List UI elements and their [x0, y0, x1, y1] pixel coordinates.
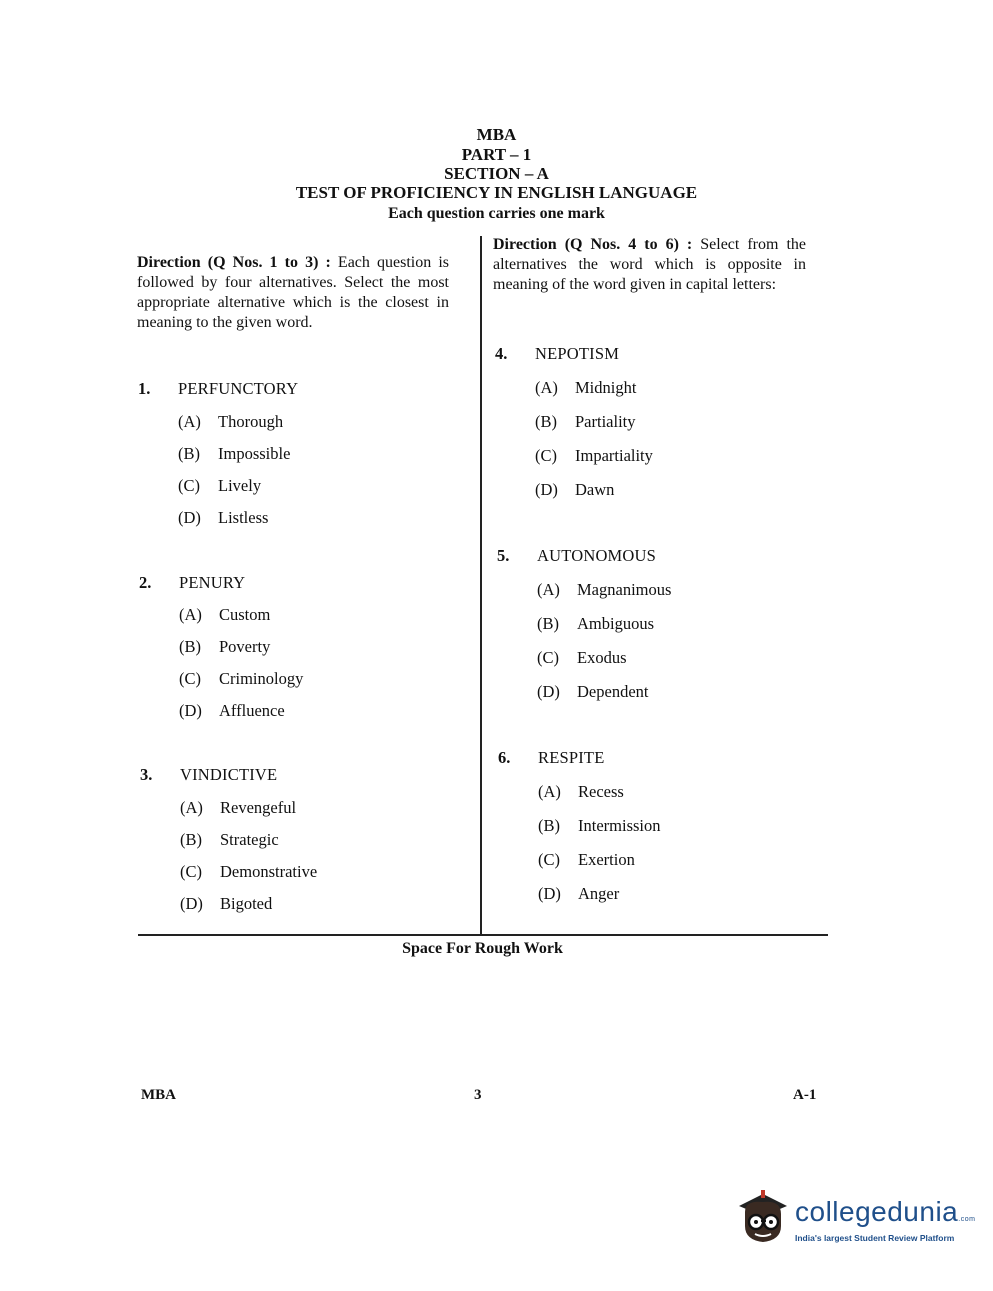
- footer-right: A-1: [793, 1087, 817, 1103]
- option-label: (C): [179, 669, 201, 688]
- option-label: (D): [538, 884, 561, 903]
- student-mascot-icon: [735, 1186, 793, 1250]
- logo-suffix: .com: [958, 1216, 976, 1223]
- question-word: PENURY: [179, 573, 246, 592]
- exam-title: MBA: [476, 125, 517, 144]
- option-label: (D): [535, 480, 558, 499]
- question-word: VINDICTIVE: [180, 765, 278, 784]
- question-number: 2.: [139, 573, 152, 592]
- marks-note: Each question carries one mark: [388, 205, 605, 222]
- option-text: Lively: [218, 476, 262, 495]
- option-text: Strategic: [220, 830, 279, 849]
- option-label: (A): [538, 782, 561, 801]
- direction-right: [493, 235, 806, 295]
- option-label: (C): [180, 862, 202, 881]
- option-text: Custom: [219, 605, 271, 624]
- option-text: Dawn: [575, 480, 615, 499]
- option-b: [537, 614, 654, 634]
- option-c: [178, 476, 261, 496]
- logo-tagline: India's largest Student Review Platform: [795, 1233, 955, 1243]
- question-word: PERFUNCTORY: [178, 379, 299, 398]
- part-title: PART – 1: [461, 145, 532, 164]
- option-text: Partiality: [575, 412, 636, 431]
- option-a: [537, 580, 671, 600]
- option-text: Ambiguous: [577, 614, 655, 633]
- option-a: [179, 605, 270, 625]
- option-text: Exertion: [578, 850, 635, 869]
- option-label: (D): [180, 894, 203, 913]
- page-number: 3: [474, 1087, 482, 1103]
- option-label: (B): [180, 830, 202, 849]
- option-label: (B): [538, 816, 560, 835]
- option-b: [180, 830, 279, 850]
- option-text: Affluence: [219, 701, 285, 720]
- direction-left-text: Each question is followed by four alternatives. Select the most appropriate alternative which is the closest in meaning to the given word.: [137, 254, 449, 331]
- option-label: (A): [178, 412, 201, 431]
- direction-left-bold: Direction (Q Nos. 1 to 3) :: [137, 254, 331, 271]
- logo-name: collegedunia: [795, 1196, 959, 1227]
- option-a: [535, 378, 636, 398]
- option-label: (A): [535, 378, 558, 397]
- option-a: [180, 798, 296, 818]
- option-c: [179, 669, 303, 689]
- option-text: Midnight: [575, 378, 637, 397]
- footer-left: MBA: [141, 1087, 176, 1103]
- option-text: Listless: [218, 508, 269, 527]
- option-b: [535, 412, 636, 432]
- option-text: Impossible: [218, 444, 291, 463]
- option-a: [538, 782, 624, 802]
- option-label: (C): [535, 446, 557, 465]
- option-b: [178, 444, 290, 464]
- option-text: Impartiality: [575, 446, 653, 465]
- question-number: 3.: [140, 765, 153, 784]
- option-d: [535, 480, 614, 500]
- option-text: Magnanimous: [577, 580, 672, 599]
- test-title: TEST OF PROFICIENCY IN ENGLISH LANGUAGE: [295, 183, 698, 202]
- option-b: [538, 816, 661, 836]
- option-text: Dependent: [577, 682, 649, 701]
- option-text: Poverty: [219, 637, 271, 656]
- question-number: 6.: [498, 748, 511, 767]
- option-text: Criminology: [219, 669, 304, 688]
- option-text: Recess: [578, 782, 624, 801]
- rough-work-divider: [138, 934, 828, 936]
- option-text: Bigoted: [220, 894, 273, 913]
- option-c: [180, 862, 317, 882]
- rough-work-label: Space For Rough Work: [402, 940, 563, 957]
- question-number: 4.: [495, 344, 508, 363]
- option-label: (D): [179, 701, 202, 720]
- option-c: [538, 850, 635, 870]
- section-title: SECTION – A: [444, 164, 549, 183]
- option-d: [180, 894, 272, 914]
- option-label: (B): [537, 614, 559, 633]
- option-b: [179, 637, 270, 657]
- logo-wordmark: [795, 1196, 975, 1228]
- option-c: [535, 446, 653, 466]
- option-text: Revengeful: [220, 798, 297, 817]
- direction-left: [137, 253, 449, 333]
- option-d: [537, 682, 648, 702]
- column-divider: [480, 236, 482, 936]
- option-label: (A): [179, 605, 202, 624]
- question-word: NEPOTISM: [535, 344, 620, 363]
- option-a: [178, 412, 283, 432]
- direction-right-bold: Direction (Q Nos. 4 to 6) :: [493, 236, 693, 253]
- option-label: (D): [537, 682, 560, 701]
- question-number: 5.: [497, 546, 510, 565]
- option-d: [178, 508, 268, 528]
- option-d: [179, 701, 285, 721]
- option-label: (C): [538, 850, 560, 869]
- collegedunia-logo: [735, 1186, 976, 1256]
- option-label: (A): [180, 798, 203, 817]
- option-label: (C): [537, 648, 559, 667]
- option-text: Demonstrative: [220, 862, 318, 881]
- option-label: (B): [535, 412, 557, 431]
- question-number: 1.: [138, 379, 151, 398]
- direction-right-text: Select from the alternatives the word which is opposite in meaning of the word given in capital letters:: [493, 236, 806, 293]
- option-label: (B): [178, 444, 200, 463]
- option-text: Anger: [578, 884, 620, 903]
- option-label: (B): [179, 637, 201, 656]
- option-text: Intermission: [578, 816, 661, 835]
- option-d: [538, 884, 619, 904]
- question-word: RESPITE: [538, 748, 605, 767]
- option-label: (A): [537, 580, 560, 599]
- option-label: (D): [178, 508, 201, 527]
- question-word: AUTONOMOUS: [537, 546, 657, 565]
- option-c: [537, 648, 627, 668]
- option-text: Thorough: [218, 412, 284, 431]
- option-text: Exodus: [577, 648, 627, 667]
- option-label: (C): [178, 476, 200, 495]
